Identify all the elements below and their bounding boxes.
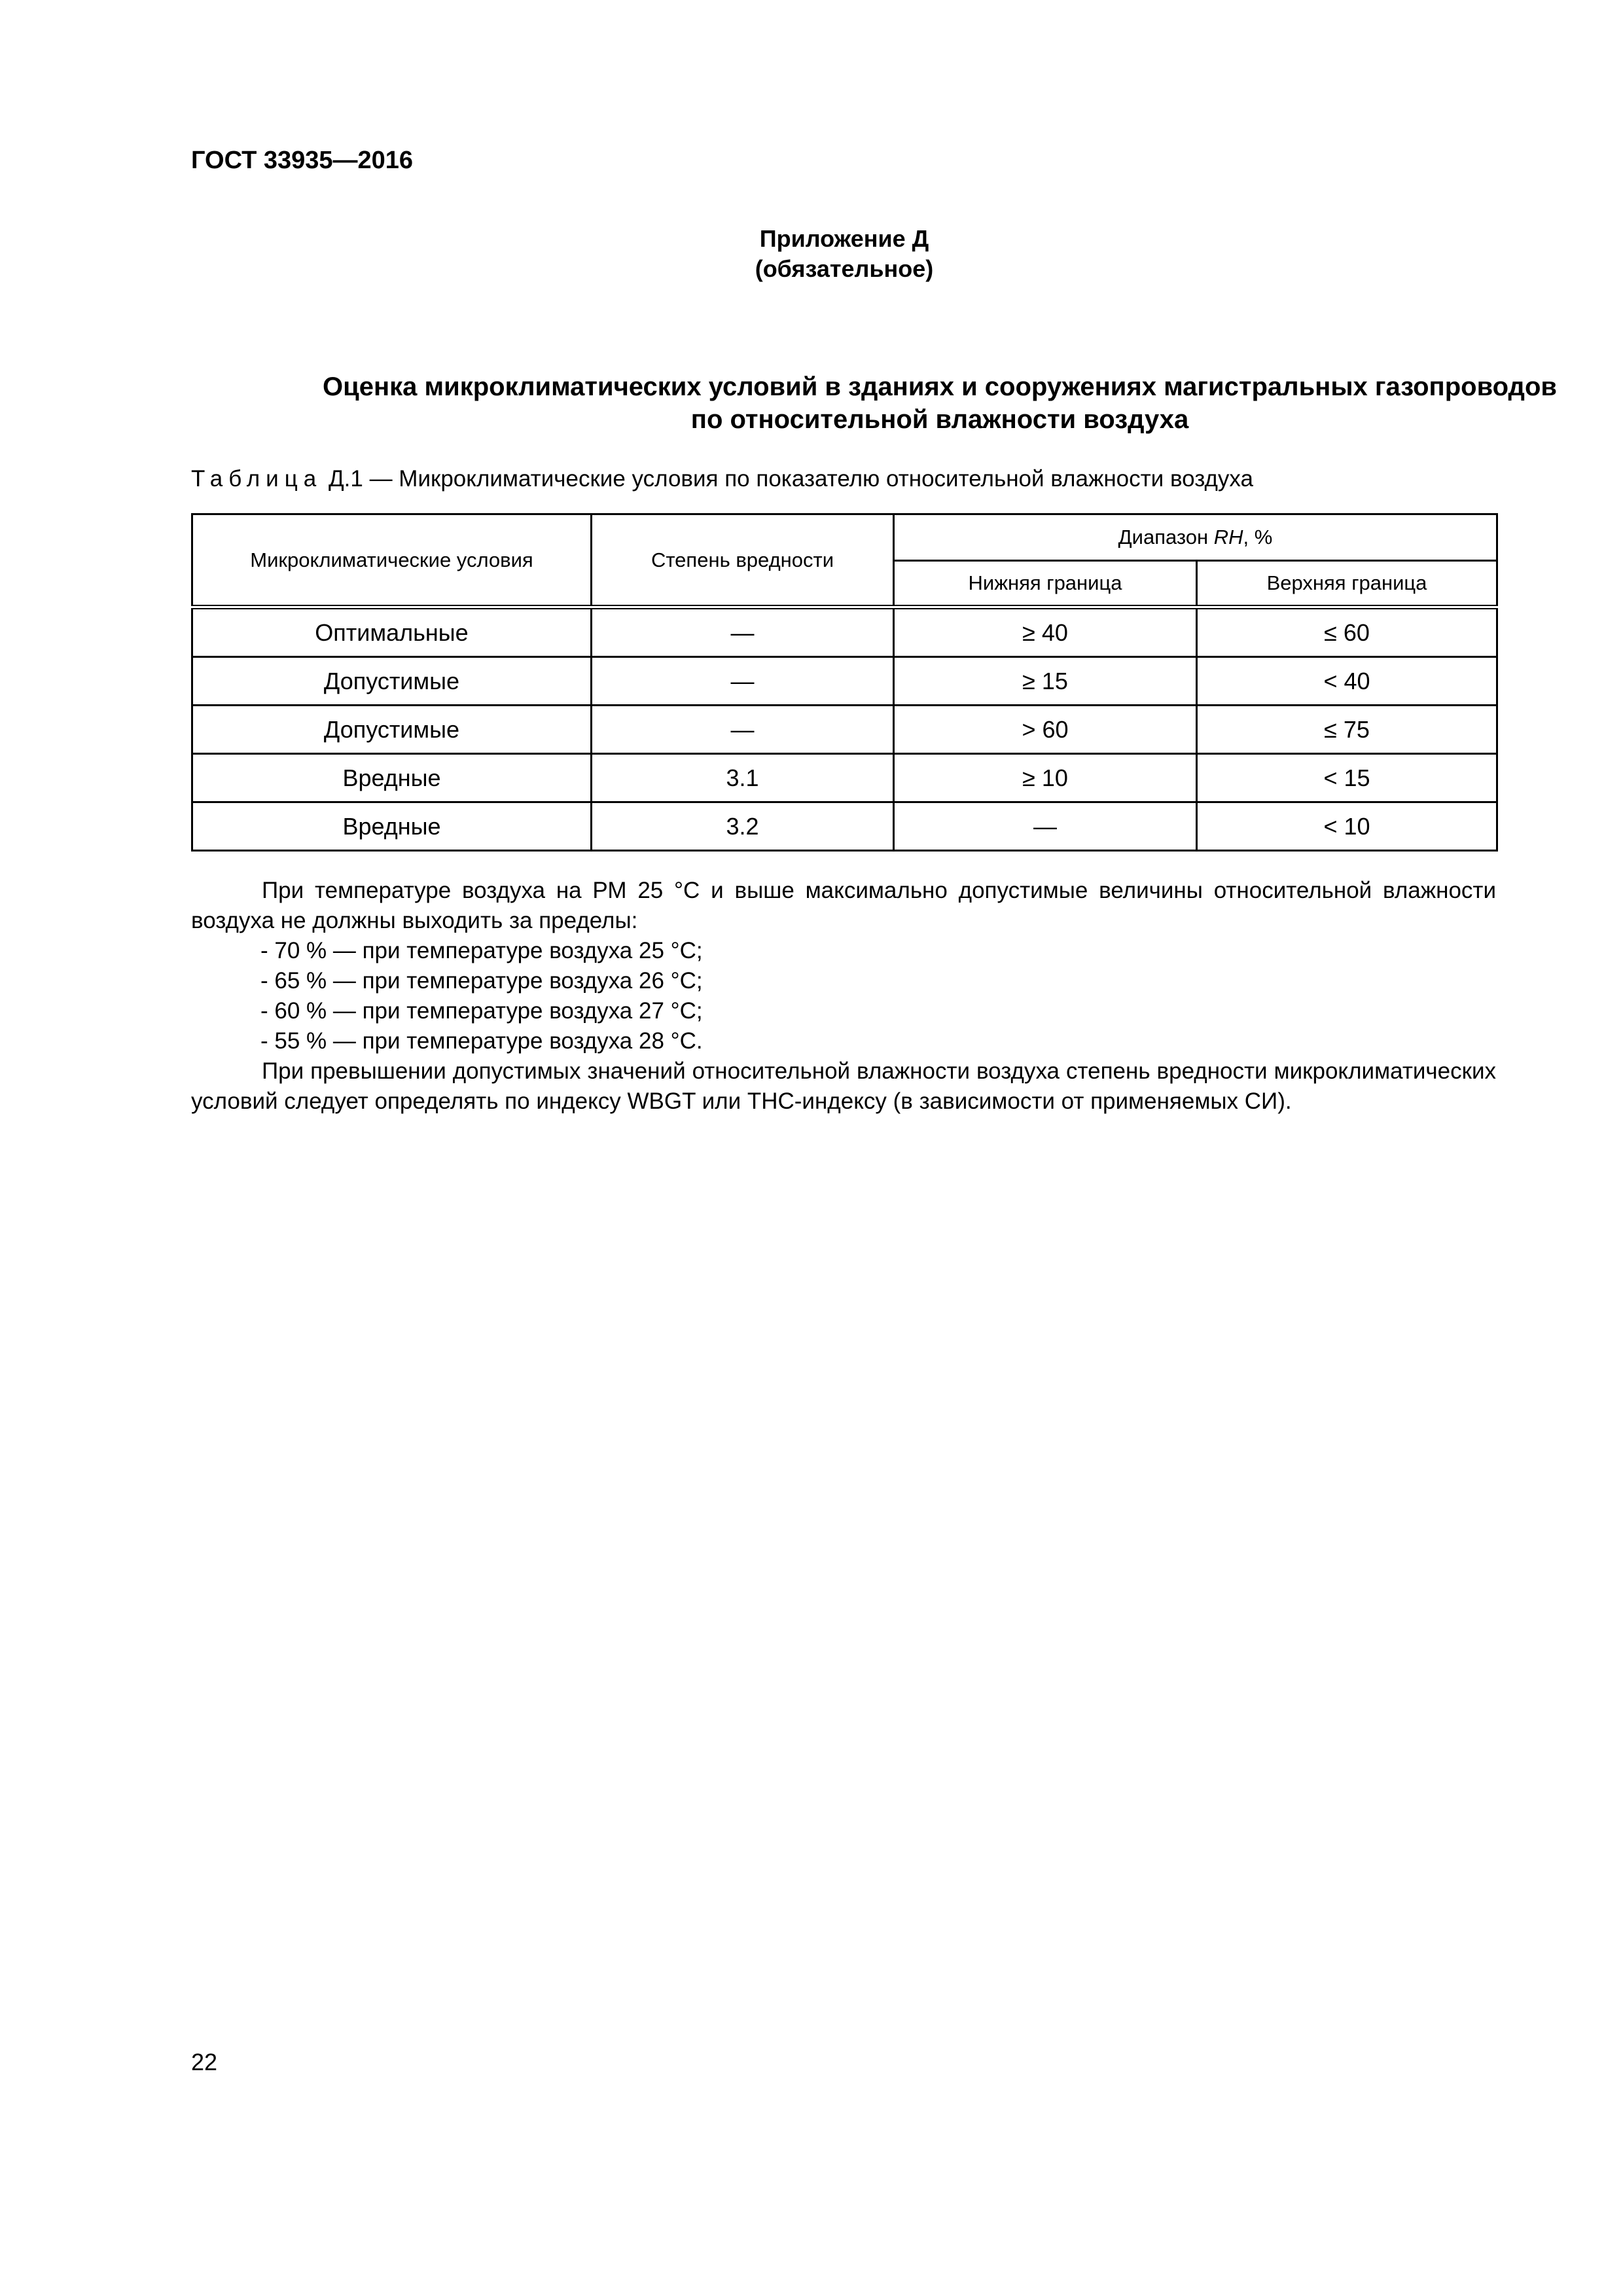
cell-degree: — [592, 607, 894, 657]
appendix-heading [0, 224, 1623, 284]
cell-lower: ≥ 15 [894, 657, 1197, 706]
cell-upper: ≤ 75 [1197, 706, 1497, 754]
cell-condition: Вредные [192, 802, 592, 851]
list-item: - 70 % — при температуре воздуха 25 °С; [260, 938, 703, 963]
humidity-table [191, 513, 1498, 852]
cell-degree: 3.1 [592, 754, 894, 802]
cell-upper: ≤ 60 [1197, 607, 1497, 657]
paragraph-humidity-limits: При температуре воздуха на РМ 25 °С и выше максимально допустимые величины относительной влажности воздуха не должны выходить за пределы: [191, 878, 1496, 933]
cell-upper: < 15 [1197, 754, 1497, 802]
cell-upper: < 10 [1197, 802, 1497, 851]
table-caption-prefix: Таблица [191, 466, 323, 492]
appendix-status: (обязательное) [755, 255, 934, 282]
page-number: 22 [191, 2049, 218, 2075]
cell-lower: > 60 [894, 706, 1197, 754]
header-upper: Верхняя граница [1197, 561, 1497, 607]
cell-condition: Оптимальные [192, 607, 592, 657]
cell-lower: — [894, 802, 1197, 851]
cell-lower: ≥ 10 [894, 754, 1197, 802]
table-row [192, 657, 1497, 706]
header-range [894, 514, 1497, 561]
cell-degree: — [592, 657, 894, 706]
list-item: - 60 % — при температуре воздуха 27 °С; [260, 998, 703, 1024]
header-conditions: Микроклиматические условия [192, 514, 592, 607]
header-lower: Нижняя граница [894, 561, 1197, 607]
table-row [192, 706, 1497, 754]
section-title [191, 370, 1623, 436]
limits-list [260, 936, 703, 1056]
table-row [192, 802, 1497, 851]
cell-lower: ≥ 40 [894, 607, 1197, 657]
cell-condition: Допустимые [192, 706, 592, 754]
list-item: - 55 % — при температуре воздуха 28 °С. [260, 1028, 703, 1054]
table-row [192, 754, 1497, 802]
appendix-label: Приложение Д [759, 225, 929, 252]
document-code: ГОСТ 33935—2016 [191, 147, 414, 174]
table-row [192, 607, 1497, 657]
header-range-variable: RH [1213, 526, 1243, 548]
table-caption [191, 466, 1253, 492]
paragraph-exceedance: При превышении допустимых значений относительной влажности воздуха степень вредности микроклиматических условий следует определять по индексу WBGT или ТНС-индексу (в зависимости от применяемых СИ). [191, 1058, 1496, 1114]
list-item: - 65 % — при температуре воздуха 26 °С; [260, 968, 703, 994]
cell-degree: 3.2 [592, 802, 894, 851]
header-range-suffix: , % [1243, 526, 1273, 548]
section-title-line2: по относительной влажности воздуха [690, 405, 1189, 434]
header-degree: Степень вредности [592, 514, 894, 607]
cell-condition: Допустимые [192, 657, 592, 706]
cell-upper: < 40 [1197, 657, 1497, 706]
header-range-prefix: Диапазон [1118, 526, 1214, 548]
table-caption-text: Д.1 — Микроклиматические условия по показателю относительной влажности воздуха [322, 466, 1253, 492]
section-title-line1: Оценка микроклиматических условий в зданиях и сооружениях магистральных газопроводов [323, 372, 1557, 401]
cell-degree: — [592, 706, 894, 754]
cell-condition: Вредные [192, 754, 592, 802]
